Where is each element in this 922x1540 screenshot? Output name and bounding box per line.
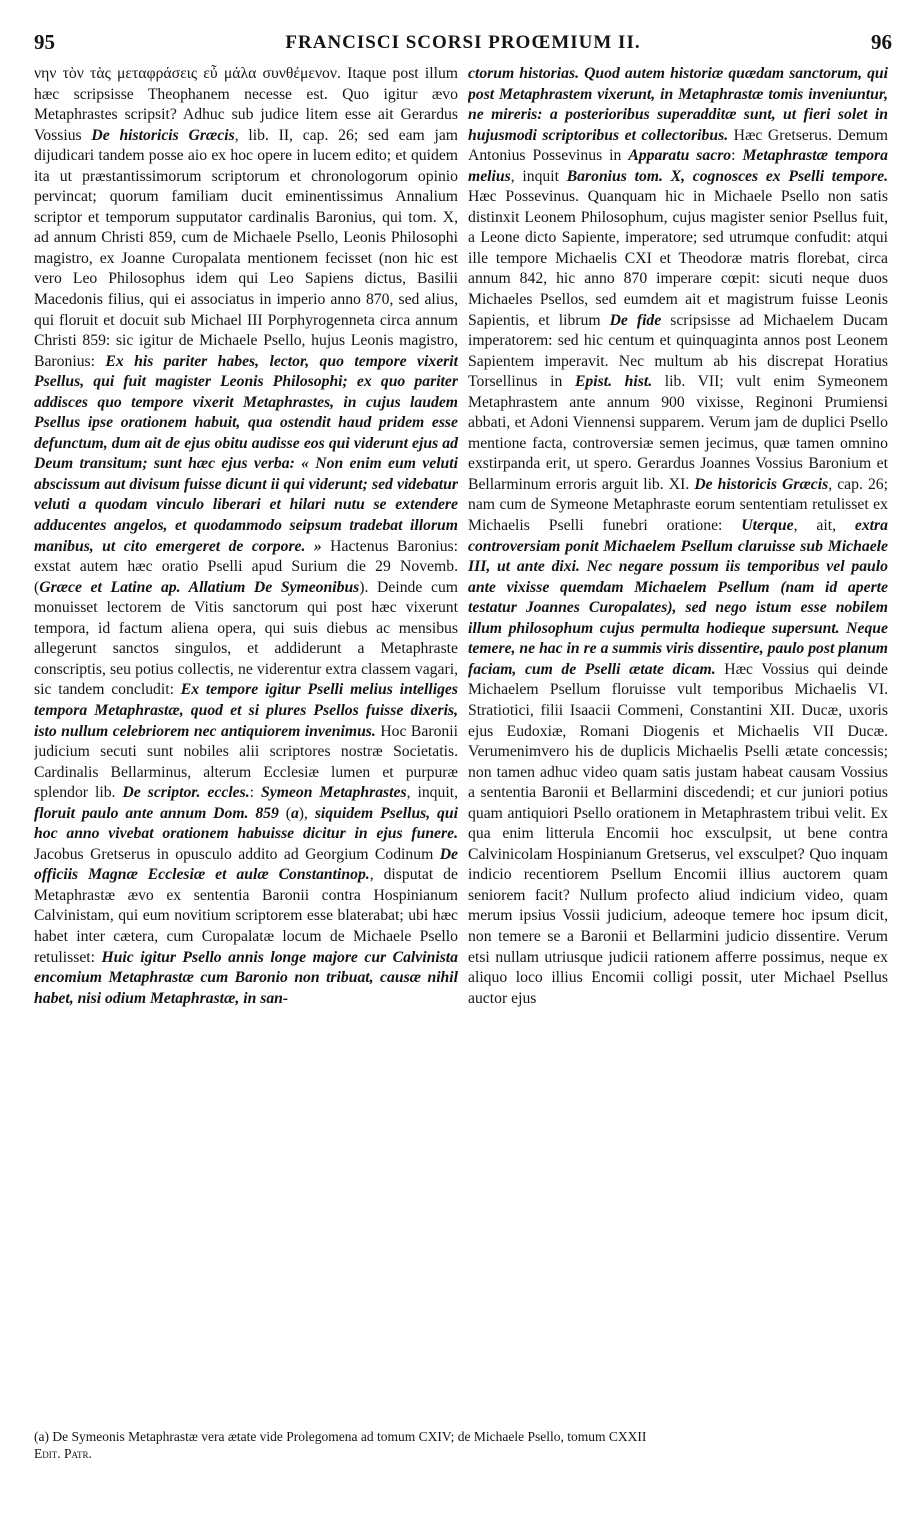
right-column: [468, 64, 888, 1414]
footnote-text: (a) De Symeonis Metaphrastæ vera ætate vide Prolegomena ad tomum CXIV; de Michaele Psello, tomum CXXII: [34, 1429, 647, 1444]
page-number-left: 95: [34, 30, 55, 54]
running-title: FRANCISCI SCORSI PROŒMIUM II.: [285, 32, 641, 53]
footnote: [34, 1428, 892, 1462]
left-column-text: νην τὸν τὰς μεταφράσεις εὖ μάλα συνθέμενον. Itaque post illum hæc scripsisse Theophanem necesse est. Quo igitur ævo Metaphrastes scripsit? Adhuc sub judice litem esse ait Gerardus Vossius De historicis Græcis, lib. II, cap. 26; sed eam jam dijudicari tandem posse aio ex hoc opere in lucem edito; et quidem ita ut præstantissimorum scriptorum et chronologorum opinio pervincat; quorum familiam ducit eminentissimus Annalium scriptor et temporum supputator cardinalis Baronius, qui tom. X, ad annum Christi 859, cum de Michaele Psello, Leonis Philosophi magistro, ex Joanne Curopalata mentionem fecisset (non hic est vero Leo Philosophus idem qui Leo Sapiens dictus, Basilii Macedonis filius, qui ei associatus in imperio anno 870, sed alius, qui floruit et docuit sub Michael III Porphyrogenneta circa annum Christi 859: sic igitur de Michaele Psello, hujus Leonis magistro, Baronius: Ex his pariter habes, lector, quo tempore vixerit Psellus, qui fuit magister Leonis Philosophi; ex quo pariter addisces quo tempore vixerit Metaphrastes, in cujus laudem Psellus ipse orationem habuit, qua ostendit haud pridem esse defunctum, dum ait de ejus obitu audisse eos qui viderunt ejus ad Deum transitum; sunt hæc ejus verba: « Non enim eum veluti abscissum aut divisum fuisse dicunt ii qui viderunt; sed videbatur veluti a quodam vinculo liberari et hilari nutu se extendere adducentes angelos, et quodammodo seipsum tradebat illorum manibus, ut cito emergeret de corpore. » Hactenus Baronius: exstat autem hæc oratio Pselli apud Surium die 29 Novemb. (Græce et Latine ap. Allatium De Symeonibus). Deinde cum monuisset lectorem de Vitis sanctorum qui post hæc vixerunt tempora, id factum aliena opera, qui suis diebus ac mensibus allegerunt sanctos singulos, et addiderunt a Metaphraste conscriptis, seu potius collectis, ne viderentur extra classem vagari, sic tandem concludit: Ex tempore igitur Pselli melius intelliges tempora Metaphrastæ, quod et si plures Psellos fuisse dixeris, isto nullum celebriorem nec antiquiorem invenimus. Hoc Baronii judicium secuti sunt nobiles alii scriptores nostræ Societatis. Cardinalis Bellarminus, alterum Ecclesiæ lumen et purpuræ splendor lib. De scriptor. eccles.: Symeon Metaphrastes, inquit, floruit paulo ante annum Dom. 859 (a), siquidem Psellus, qui hoc anno vivebat orationem habuisse dicitur in ejus funere. Jacobus Gretserus in opusculo addito ad Georgium Codinum De officiis Magnæ Ecclesiæ et aulæ Constantinop., disputat de Metaphrastæ ævo ex sententia Baronii contra Hospinianum Calvinistam, qui eum novitium scriptorem esse blaterabat; ubi hæc habet inter cætera, cum Curopalatæ locum de Michaele Psello retulisset: Huic igitur Psello annis longe majore cur Calvinista encomium Metaphrastæ cum Baronio non tribuat, causæ nihil habet, nisi odium Metaphrastæ, in san-: [34, 65, 458, 1007]
footnote-sign: Edit. Patr.: [34, 1446, 92, 1461]
left-column: [34, 64, 458, 1414]
page-number-right: 96: [871, 30, 892, 54]
page-header: [34, 30, 892, 60]
right-column-text: ctorum historias. Quod autem historiæ quædam sanctorum, qui post Metaphrastem vixerunt, in Metaphrastæ tomis inveniuntur, ne mireris: a posterioribus superadditæ sunt, ut fieri solet in hujusmodi scriptoribus et collectoribus. Hæc Gretserus. Demum Antonius Possevinus in Apparatu sacro: Metaphrastæ tempora melius, inquit Baronius tom. X, cognosces ex Pselli tempore. Hæc Possevinus. Quanquam hic in Michaele Psello non satis distinxit Leonem Philosophum, cujus magister senior Psellus fuit, a Leone dicto Sapiente, imperatore; sed utrumque confudit: atqui ille tempore Michaelis CXI et Theodoræ matris florebat, circa annum 842, hic anno 870 imperare cœpit: sicuti neque duos Michaeles Psellos, sed eumdem ait et magistrum fuisse Leonis Sapientis, et librum De fide scripsisse ad Michaelem Ducam imperatorem: sed hic centum et quinquaginta annos post Leonem Sapientem imperavit. Nec multum ab his discrepat Horatius Torsellinus in Epist. hist. lib. VII; vult enim Symeonem Metaphrastem ante annum 900 vixisse, Reginoni Prumiensi abbati, et Adoni Viennensi supparem. Verum jam de duplici Psello mentione facta, controversiæ semen jecimus, quæ tamen omnino exstirpanda erit, ut spero. Gerardus Joannes Vossius Baronium et Bellarminum erroris arguit lib. XI. De historicis Græcis, cap. 26; nam cum de Symeone Metaphraste eorum sententiam retulisset ex Michaelis Pselli funebri oratione: Uterque, ait, extra controversiam ponit Michaelem Psellum claruisse sub Michaele III, ut ante dixi. Nec negare possum iis temporibus vel paulo ante vixisse quemdam Michaelem Psellum (nam id aperte testatur Joannes Curopalates), sed nego istum esse nobilem illum philosophum cujus permulta hodieque supersunt. Neque temere, ne hac in re a summis viris dissentire, paulo post planum faciam, cum de Pselli ætate dicam. Hæc Vossius qui deinde Michaelem Psellum floruisse vult temporibus Michaelis VI. Stratiotici, filii Isaacii Commeni, Constantini XII. Ducæ, uxoris ejus Eudoxiæ, Romani Diogenis et Michaelis VII Ducæ. Verumenimvero his de duplicis Michaelis Pselli ætate concessis; non tamen adhuc video quam satis justam habeat causam Vossius a sententia Baronii et Bellarmini discedendi; et cur juniori potius quam antiquiori Psello orationem in Metaphrastem tribui velit. Ex qua enim litterula Encomii hoc exsculpsit, ut bene contra Calvinicolam Hospinianum Gretserus, vel exsculpet? Quo inquam indicio recentiorem Psellum Encomii illius auctorem quam seniorem facit? Nullum profecto aliud indicium video, quam merum ipsius Vossii judicium, adeoque temere hoc ipsum dicit, non temere se a Baronii et Bellarmini judicio dissentire. Verum etsi nullam utriusque judicii rationem afferre possimus, neque ex aliquo loco illius Encomii colligi possit, uter Michael Psellus auctor ejus: [468, 65, 888, 1007]
